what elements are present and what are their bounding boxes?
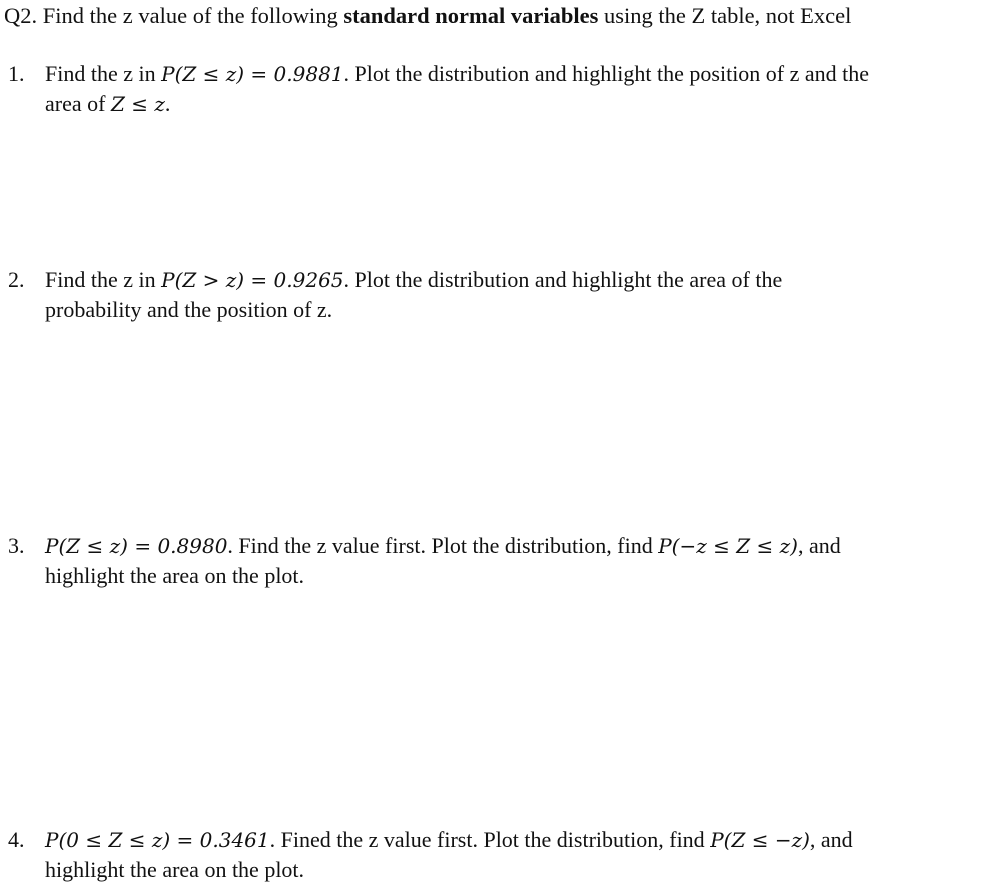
question-heading bbox=[4, 1, 851, 31]
question-4-rest: . Fined the z value first. Plot the distribution, find bbox=[269, 827, 711, 852]
question-2-rest: . Plot the distribution and highlight the area of the bbox=[343, 267, 783, 292]
question-2-line-1 bbox=[45, 265, 782, 295]
question-2-line-2-text: probability and the position of z. bbox=[45, 297, 333, 322]
question-4-number: 4. bbox=[8, 827, 25, 852]
question-1-line-2-rest: . bbox=[164, 91, 171, 116]
heading-bold-term: standard normal variables bbox=[343, 3, 599, 28]
question-3-number: 3. bbox=[8, 533, 25, 558]
question-1-math: P(Z ≤ z) = 0.9881 bbox=[161, 62, 344, 86]
question-1-line-2-math: Z ≤ z bbox=[110, 92, 165, 116]
question-2-number: 2. bbox=[8, 267, 25, 292]
question-1-rest: . Plot the distribution and highlight the position of z and the bbox=[343, 61, 870, 86]
question-4-math: P(0 ≤ Z ≤ z) = 0.3461 bbox=[45, 828, 270, 852]
question-4-line-2 bbox=[45, 855, 304, 885]
question-1-text: Find the z in bbox=[45, 61, 162, 86]
question-3-rest-2: , and bbox=[797, 533, 841, 558]
question-4-line-1 bbox=[45, 825, 853, 855]
question-4-line-2-text: highlight the area on the plot. bbox=[45, 857, 305, 882]
question-2-math: P(Z > z) = 0.9265 bbox=[161, 268, 344, 292]
question-1-line-2 bbox=[45, 89, 170, 119]
question-4-rest-2: , and bbox=[809, 827, 853, 852]
question-2-text: Find the z in bbox=[45, 267, 162, 292]
question-3-line-1 bbox=[45, 531, 841, 561]
question-4-math-2: P(Z ≤ −z) bbox=[710, 828, 810, 852]
question-2-line-2 bbox=[45, 295, 332, 325]
question-3-rest: . Find the z value first. Plot the distribution, find bbox=[227, 533, 659, 558]
question-1-number: 1. bbox=[8, 61, 25, 86]
question-3-line-2 bbox=[45, 561, 304, 591]
heading-suffix: using the Z table, not Excel bbox=[598, 3, 852, 28]
question-1-line-1 bbox=[45, 59, 869, 89]
question-3-line-2-text: highlight the area on the plot. bbox=[45, 563, 305, 588]
heading-prefix: Q2. Find the z value of the following bbox=[4, 3, 344, 28]
question-1-line-2-text: area of bbox=[45, 91, 111, 116]
question-3-math: P(Z ≤ z) = 0.8980 bbox=[45, 534, 228, 558]
question-3-math-2: P(−z ≤ Z ≤ z) bbox=[658, 534, 798, 558]
